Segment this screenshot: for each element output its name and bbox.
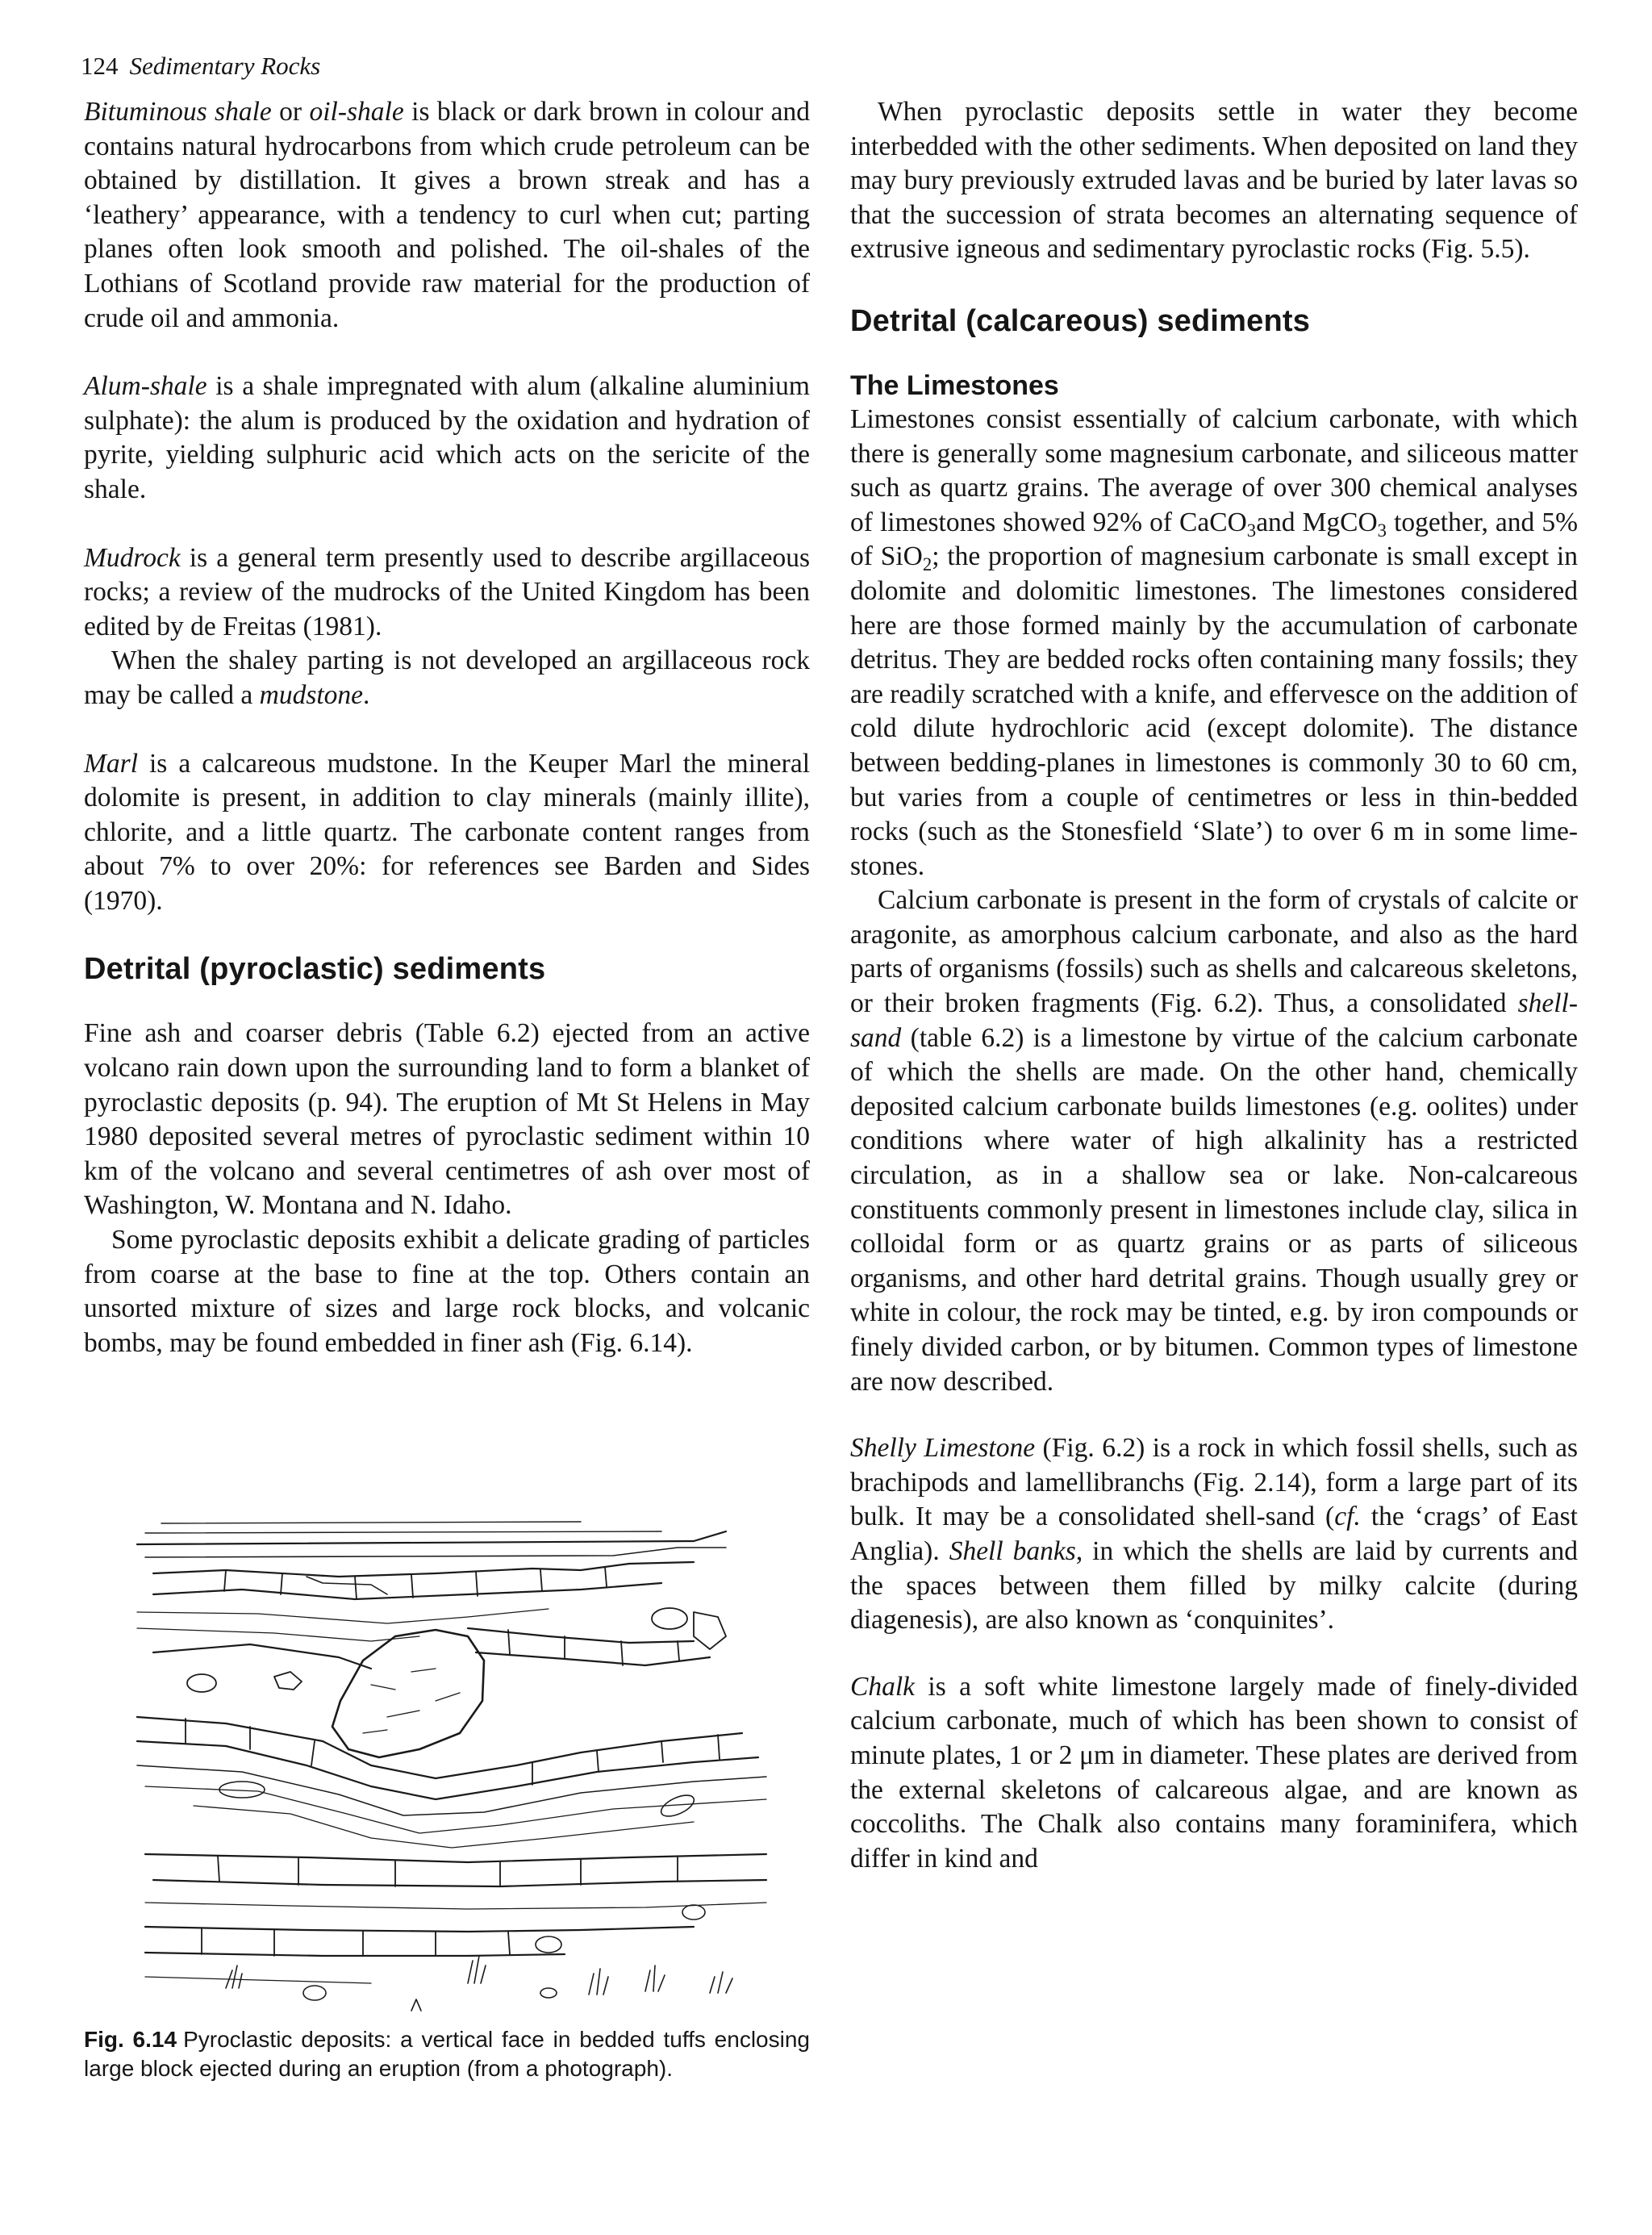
heading-limestones: The Limestones bbox=[850, 370, 1059, 401]
text-marl: is a calcareous mudstone. In the Keuper Marl the mineral dolomite is present, in addition to clay minerals (mainly illite), chlorite, and a little quartz. The carbonate content ranges from about 7% to over 20%: for references see Barden and Sides (1970). bbox=[84, 748, 810, 916]
heading-pyroclastic: Detrital (pyroclastic) sediments bbox=[84, 952, 546, 987]
term-oil-shale: oil-shale bbox=[309, 97, 404, 127]
text-bituminous: is black or dark brown in colour and contains natural hydrocarbons from which crude petroleum can be obtained by distillation. It gives a brown streak and has a ‘leathery’ appearance, with a tendency to curl when cut; parting planes often look smooth and polished. The oil-shales of the Lothians of Scotland provide raw material for the production of crude oil and ammonia. bbox=[84, 97, 811, 333]
text-shelly-a: (Fig. 6.2) is a rock in which fossil shells, such as brachipods and lamellibranchs (Fig. 2.14), form a large part of its bulk. It may be a consolidated shell-sand ( bbox=[850, 1433, 1578, 1532]
subscript-3b: 3 bbox=[1377, 520, 1387, 541]
bedded-tuffs-illustration bbox=[129, 1499, 791, 2024]
formula-caco: CaCO bbox=[1179, 507, 1247, 537]
text-shelly-b: the ‘crags’ of East Anglia). bbox=[850, 1502, 1578, 1566]
paragraph-pyroclastic-3: When pyroclastic deposits settle in water they become interbedded with the other sediments. When deposited on land they may bury previously extruded lavas and be buried by later lavas so that the succession of strata becomes an alternating sequence of extrusive igneous and sedimentary pyroclastic rocks (Fig. 5.5). bbox=[850, 97, 1578, 265]
text-cf: cf. bbox=[1334, 1502, 1361, 1532]
heading-calcareous: Detrital (calcareous) sediments bbox=[850, 303, 1311, 338]
text-mudstone: When the shaley parting is not developed an argillaceous rock may be called a bbox=[84, 645, 810, 710]
subscript-3: 3 bbox=[1246, 520, 1257, 541]
paragraph-pyroclastic-2: Some pyroclastic deposits exhibit a delicate grading of particles from coarse at the base to fine at the top. Others contain an unsorted mixture of sizes and large rock blocks, and volcanic bombs, may be found embedded in finer ash (Fig. 6.14). bbox=[84, 1225, 810, 1358]
text-or: or bbox=[271, 97, 310, 127]
term-alum-shale: Alum-shale bbox=[84, 371, 207, 402]
text-lime-2a: Calcium carbonate is present in the form of crystals of calcite or aragonite, as amorphous calcium carbonate, and also as the hard parts of organisms (fossils) such as shells and calcareous skeletons, or their broken fragments (Fig. 6.2). Thus, a consolidated bbox=[850, 885, 1578, 1019]
text-alum: is a shale impregnated with alum (alkaline aluminium sulphate): the alum is produced by the oxidation and hydration of pyrite, yielding sulphuric acid which acts on the sericite of the shale. bbox=[84, 371, 810, 504]
paragraph-mudrock bbox=[84, 541, 810, 645]
right-column bbox=[850, 95, 1578, 1876]
paragraph-limestones-1 bbox=[850, 403, 1578, 884]
running-head bbox=[81, 50, 320, 82]
paragraph-bituminous-shale bbox=[84, 95, 810, 336]
text-lime-2b: (table 6.2) is a limestone by virtue of the calcium carbonate of which the shells are made. On the other hand, chemically deposited calcium carbonate builds limestones (e.g. oolites) under conditions where water of high alkalinity has a restricted circulation, as in a shallow sea or lake. Non-calcareous constituents commonly present in limestones include clay, silica in colloidal form or as quartz grains or as parts of siliceous organisms, and other hard detrital grains. Though usually grey or white in colour, the rock may be tinted, e.g. by iron compounds or finely divided carbon, or by bitumen. Common types of limestone are now described. bbox=[850, 1022, 1578, 1397]
text-mudrock: is a general term presently used to describe argillaceous rocks; a review of the mudrocks of the United Kingdom has been edited by de Freitas (1981). bbox=[84, 542, 810, 641]
subscript-2: 2 bbox=[922, 554, 932, 575]
text-lime-1b: together, and 5% of SiO bbox=[850, 507, 1578, 572]
term-mudrock: Mudrock bbox=[84, 542, 181, 573]
text-shelly-c: , in which the shells are laid by currents and the spaces between them filled by milky calcite (during diagenesis), are also known as ‘conquinites’. bbox=[850, 1535, 1578, 1636]
paragraph-chalk bbox=[850, 1670, 1578, 1877]
text-chalk: is a soft white limestone largely made of finely-divided calcium carbonate, much of which has been shown to consist of minute plates, 1 or 2 μm in diameter. These plates are derived from the external skeletons of calcareous algae, and are known as coccoliths. The Chalk also contains many foraminifera, which differ in kind and bbox=[850, 1671, 1578, 1874]
formula-mgco: and MgCO bbox=[1256, 507, 1378, 537]
paragraph-limestones-2 bbox=[850, 884, 1578, 1399]
text-lime-1c: ; the proportion of magnesium carbonate is small except in dolomite and dolomitic limestones. The limestones considered here are those formed mainly by the accumulation of carbonate detritus. They are bedded rocks often containing many fossils; they are readily scratched with a knife, and effervesce on the addition of cold dilute hydrochloric acid (except dolomite). The distance between bedding-planes in limestones is commonly 30 to 60 cm, but varies from a couple of centimetres or less in thin-bedded rocks (such as the Stonesfield ‘Slate’) to over 6 m in some limestones. bbox=[850, 541, 1578, 881]
figure-label: Fig. 6.14 bbox=[84, 2027, 177, 2052]
left-column bbox=[84, 95, 810, 1360]
term-shell-banks: Shell banks bbox=[949, 1535, 1076, 1566]
paragraph-pyroclastic-1: Fine ash and coarser debris (Table 6.2) ejected from an active volcano rain down upon the surrounding land to form a blanket of pyroclastic deposits (p. 94). The eruption of Mt St Helens in May 1980 deposited several metres of pyroclastic sediment within 10 km of the volcano and several centimetres of ash over most of Washington, W. Montana and N. Idaho. bbox=[84, 1018, 810, 1221]
page-number: 124 bbox=[81, 52, 119, 80]
paragraph-marl bbox=[84, 747, 810, 919]
term-mudstone: mudstone bbox=[259, 679, 364, 710]
text-lime-1a: Limestones consist essentially of calcium carbonate, with which there is generally some magnesium carbonate, and siliceous matter such as quartz grains. The average of over 300 chemical analyses of limestones showed 92% of bbox=[850, 403, 1578, 537]
figure-6-14-drawing bbox=[129, 1499, 791, 2024]
figure-caption-text: Pyroclastic deposits: a vertical face in bedded tuffs enclosing large block ejected during an eruption (from a photograph). bbox=[84, 2027, 810, 2081]
figure-caption bbox=[84, 2025, 810, 2083]
term-marl: Marl bbox=[84, 748, 138, 779]
paragraph-mudstone bbox=[84, 644, 810, 712]
term-chalk: Chalk bbox=[850, 1671, 916, 1702]
text-mudstone-end: . bbox=[363, 679, 370, 710]
term-bituminous-shale: Bituminous shale bbox=[84, 97, 272, 127]
term-shelly-limestone: Shelly Limestone bbox=[850, 1433, 1036, 1464]
paragraph-shelly-limestone bbox=[850, 1431, 1578, 1638]
term-shell-sand: shell-sand bbox=[850, 988, 1578, 1053]
running-title: Sedimentary Rocks bbox=[129, 52, 321, 80]
paragraph-alum-shale bbox=[84, 370, 810, 507]
